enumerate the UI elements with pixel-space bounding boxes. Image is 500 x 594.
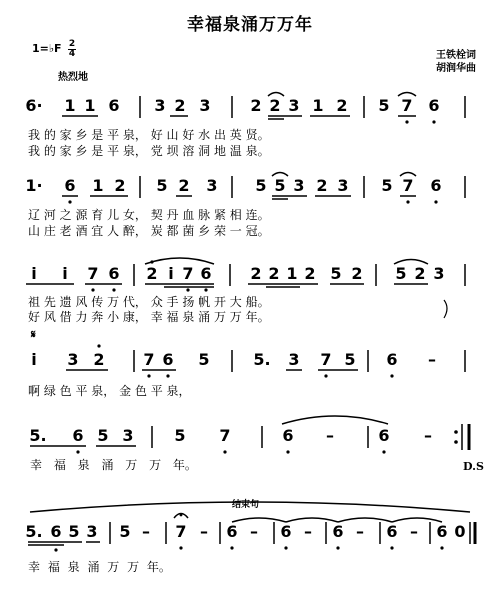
note: 5 — [156, 176, 168, 195]
note: 5 — [68, 522, 80, 541]
note: 2 — [146, 264, 158, 283]
note: 5 — [378, 96, 390, 115]
note: 2 — [93, 350, 105, 369]
note: 1 — [312, 96, 324, 115]
note: 7 — [175, 522, 187, 541]
note: 1 — [84, 96, 96, 115]
note: i — [168, 264, 174, 283]
note: 6 — [64, 176, 76, 195]
note: 6 — [162, 350, 174, 369]
ending-label: 结束句 — [232, 500, 260, 510]
meter-bottom: 4 — [68, 49, 76, 59]
note: 1· — [25, 176, 43, 195]
note: 5 — [395, 264, 407, 283]
dal-segno-marking: D.S — [463, 460, 484, 473]
note: 2 — [414, 264, 426, 283]
note: 2 — [178, 176, 190, 195]
note: i — [62, 264, 68, 283]
note: 6 — [200, 264, 212, 283]
note: 6 — [332, 522, 344, 541]
note: 5. — [29, 426, 47, 445]
note: 3 — [154, 96, 166, 115]
note: i — [31, 350, 37, 369]
note: 2 — [304, 264, 316, 283]
note: 7 — [402, 176, 414, 195]
note: 7 — [87, 264, 99, 283]
composer-credit: 胡润华曲 — [436, 63, 476, 74]
note: 3 — [67, 350, 79, 369]
note: – — [142, 522, 150, 541]
note: – — [250, 522, 258, 541]
note: 5 — [255, 176, 267, 195]
note: 2 — [250, 264, 262, 283]
note: 3 — [337, 176, 349, 195]
note: 2 — [336, 96, 348, 115]
note: 6 — [386, 350, 398, 369]
note: 6 — [50, 522, 62, 541]
note: – — [326, 426, 334, 445]
note: 2 — [114, 176, 126, 195]
meter-top: 2 — [68, 39, 76, 49]
note: 6· — [25, 96, 43, 115]
note: 6 — [378, 426, 390, 445]
song-title: 幸福泉涌万万年 — [187, 15, 313, 35]
note: 2 — [250, 96, 262, 115]
note: – — [428, 350, 436, 369]
lyricist-credit: 王铁栓词 — [436, 50, 476, 61]
note: 6 — [282, 426, 294, 445]
note: 7 — [143, 350, 155, 369]
note: – — [410, 522, 418, 541]
note: 5 — [97, 426, 109, 445]
note: i — [31, 264, 37, 283]
note: 6 — [436, 522, 448, 541]
note: 7 — [219, 426, 231, 445]
lyric-verse-1: 祖 先 遗 风 传 万 代， 众 手 扬 帆 开 大 船。 — [28, 295, 270, 309]
note: – — [424, 426, 432, 445]
note: – — [356, 522, 364, 541]
note: 5 — [174, 426, 186, 445]
tempo-marking: 热烈地 — [58, 72, 88, 83]
note: 7 — [320, 350, 332, 369]
lyric-line: 幸 福 泉 涌 万 万 年。 — [30, 458, 197, 472]
lyric-verse-2: 好 风 借 力 奔 小 康， 幸 福 泉 涌 万 万 年。 — [28, 310, 270, 324]
note: 6 — [226, 522, 238, 541]
note: 3 — [433, 264, 445, 283]
note: 2 — [351, 264, 363, 283]
note: 3 — [293, 176, 305, 195]
note: 6 — [72, 426, 84, 445]
note: 7 — [401, 96, 413, 115]
lyric-line: 啊 绿 色 平 泉， 金 色 平 泉， — [28, 384, 191, 398]
note: 6 — [280, 522, 292, 541]
note: 6 — [108, 96, 120, 115]
note: 2 — [174, 96, 186, 115]
note: 5. — [253, 350, 271, 369]
note: 3 — [199, 96, 211, 115]
note: 3 — [122, 426, 134, 445]
note: 6 — [428, 96, 440, 115]
segno-sign: 𝄋 — [31, 328, 36, 341]
note: 5 — [198, 350, 210, 369]
note: – — [200, 522, 208, 541]
note: 1 — [286, 264, 298, 283]
note: 1 — [64, 96, 76, 115]
note: – — [304, 522, 312, 541]
note: 3 — [288, 96, 300, 115]
note: 7 — [182, 264, 194, 283]
note: 6 — [108, 264, 120, 283]
note: 1 — [92, 176, 104, 195]
note: 5 — [344, 350, 356, 369]
note: 5 — [274, 176, 286, 195]
note: 2 — [316, 176, 328, 195]
note: 3 — [206, 176, 218, 195]
lyric-verse-1: 辽 河 之 源 育 儿 女， 契 丹 血 脉 紧 相 连。 — [28, 208, 270, 222]
note: 2 — [269, 96, 281, 115]
lyric-line: 幸 福 泉 涌 万 万 年。 — [28, 560, 171, 574]
note: 6 — [430, 176, 442, 195]
note: 5 — [119, 522, 131, 541]
lyric-verse-1: 我 的 家 乡 是 平 泉， 好 山 好 水 出 英 贤。 — [28, 128, 270, 142]
key-signature: 1=♭F — [32, 42, 62, 55]
lyric-verse-2: 我 的 家 乡 是 平 泉， 党 坝 溶 洞 地 温 泉。 — [28, 144, 270, 158]
lyric-verse-2: 山 庄 老 酒 宜 人 醉， 炭 都 菌 乡 荣 一 冠。 — [28, 224, 270, 238]
note: 0 — [454, 522, 466, 541]
note: 5. — [25, 522, 43, 541]
note: 2 — [268, 264, 280, 283]
note: 6 — [386, 522, 398, 541]
note: 5 — [330, 264, 342, 283]
note: 5 — [381, 176, 393, 195]
note: 3 — [288, 350, 300, 369]
note: 3 — [86, 522, 98, 541]
